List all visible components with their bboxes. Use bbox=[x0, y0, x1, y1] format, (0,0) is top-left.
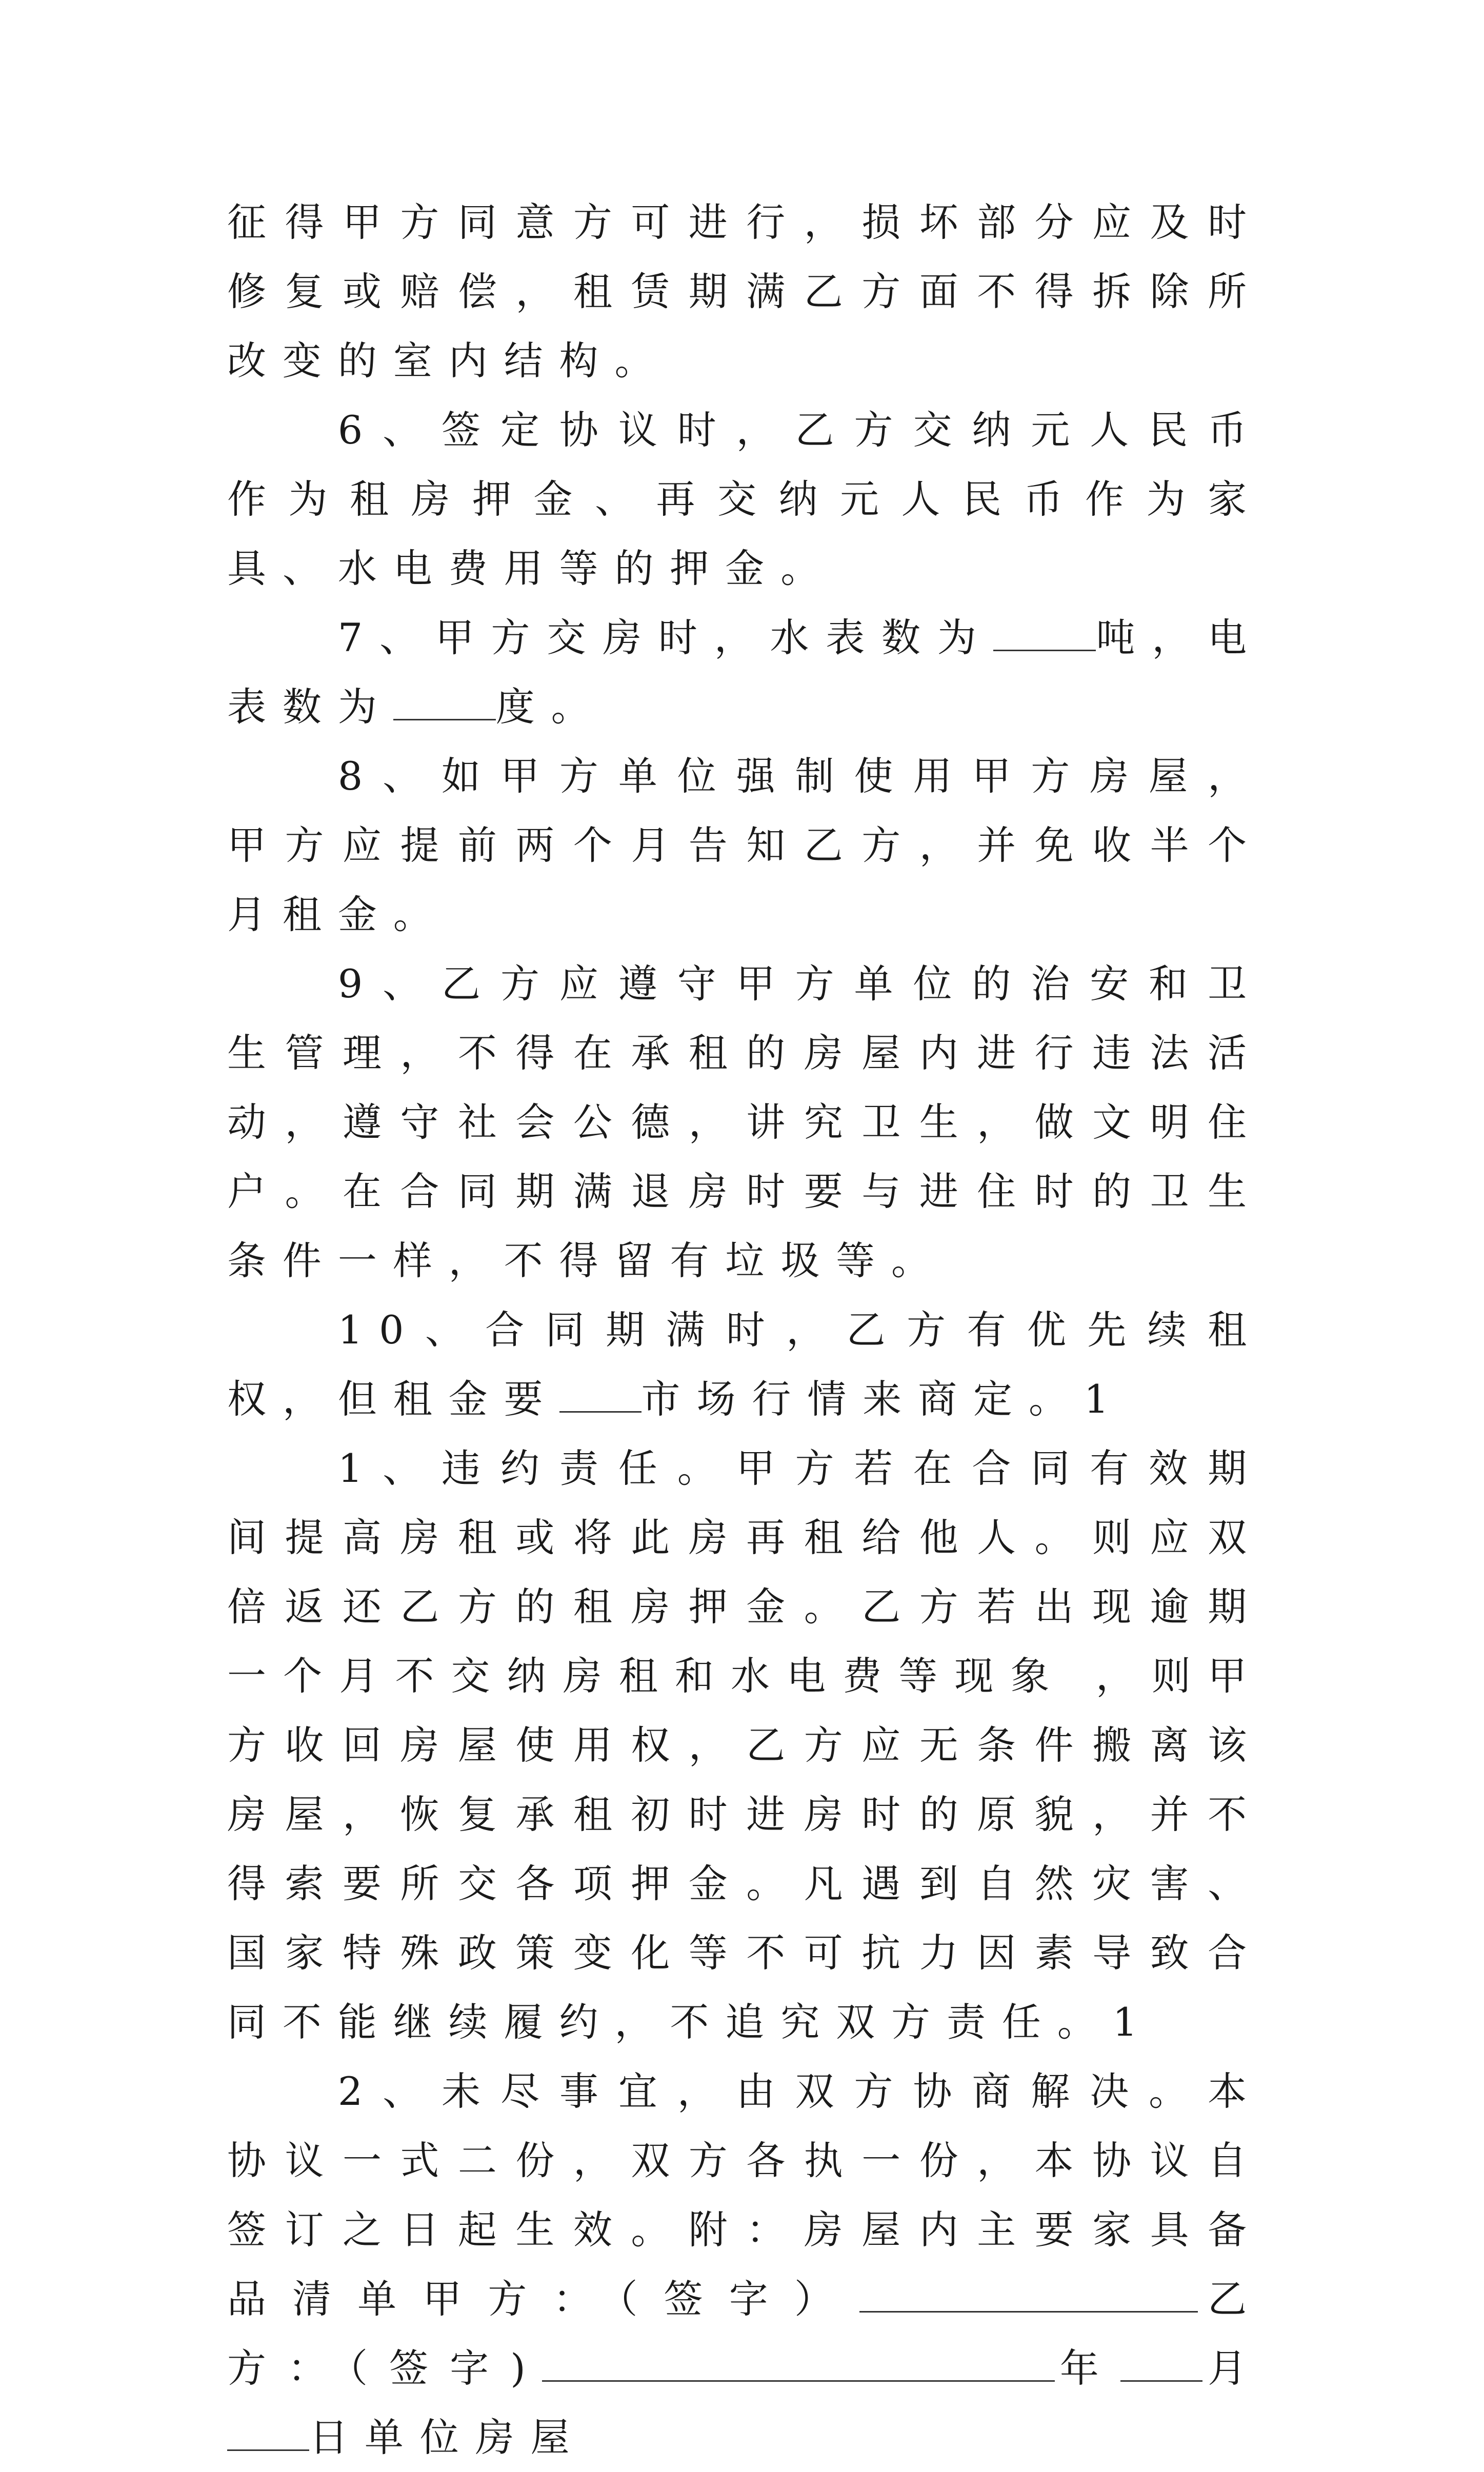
paragraph-text: 市场行情来商定。1 bbox=[641, 1376, 1126, 1422]
paragraph-text: 征得甲方同意方可进行，损坏部分应及时修复或赔偿，租赁期满乙方面不得拆除所改变的室内结构。 bbox=[227, 199, 1263, 384]
party-b-signature-blank bbox=[542, 2345, 1055, 2382]
paragraph-text: 吨，电表数为 bbox=[227, 615, 1263, 730]
paragraph-text: 1、违约责任。甲方若在合同有效期间提高房租或将此房再租给他人。则应双倍返还乙方的租房押金。乙方若出现逾期一个月不交纳房租和水电费等现象 ，则甲方收回房屋使用权，乙方应无条件搬离该房屋，恢复承租初时进房时的原貌，并不得索要所交各项押金。凡遇到自然灾害、国家特殊政策变化等不可抗力因素导致合同不能继续履约，不追究双方责任。1 bbox=[227, 1445, 1263, 2045]
paragraph-5-continued bbox=[227, 188, 1263, 395]
document-body bbox=[227, 188, 1263, 2472]
paragraph-text: 日单位房屋 bbox=[309, 2415, 586, 2460]
electric-meter-blank bbox=[393, 684, 496, 720]
paragraph-10 bbox=[227, 1295, 1263, 1434]
paragraph-text: 度。 bbox=[495, 684, 607, 730]
paragraph-text: 9、乙方应遵守甲方单位的治安和卫生管理，不得在承租的房屋内进行违法活动，遵守社会公德，讲究卫生，做文明住户。在合同期满退房时要与进住时的卫生条件一样，不得留有垃圾等。 bbox=[227, 961, 1263, 1283]
water-meter-blank bbox=[993, 615, 1096, 651]
paragraph-7 bbox=[227, 603, 1263, 741]
rent-basis-blank bbox=[559, 1376, 641, 1413]
paragraph-6 bbox=[227, 395, 1263, 603]
paragraph-text: 10、合同期满时，乙方有优先续租权，但租金要 bbox=[227, 1307, 1263, 1422]
paragraph-text: 8、如甲方单位强制使用甲方房屋，甲方应提前两个月告知乙方，并免收半个月租金。 bbox=[227, 753, 1263, 937]
paragraph-12 bbox=[227, 2057, 1263, 2472]
party-a-signature-blank bbox=[859, 2276, 1198, 2313]
paragraph-text: 7、甲方交房时，水表数为 bbox=[337, 615, 993, 660]
paragraph-text: 月 bbox=[1202, 2345, 1264, 2391]
paragraph-text: 6、签定协议时，乙方交纳元人民币作为租房押金、再交纳元人民币作为家具、水电费用等的押金。 bbox=[227, 407, 1263, 591]
paragraph-11 bbox=[227, 1434, 1263, 2057]
paragraph-text: 年 bbox=[1054, 2345, 1120, 2391]
paragraph-text: 乙方：（签字) bbox=[227, 2276, 1263, 2391]
day-blank bbox=[227, 2415, 309, 2451]
paragraph-9 bbox=[227, 949, 1263, 1295]
paragraph-text: 2、未尽事宜，由双方协商解决。本协议一式二份，双方各执一份，本协议自签订之日起生效。附：房屋内主要家具备品清单甲方：（签字） bbox=[227, 2068, 1263, 2322]
paragraph-8 bbox=[227, 741, 1263, 949]
month-blank bbox=[1120, 2345, 1202, 2382]
